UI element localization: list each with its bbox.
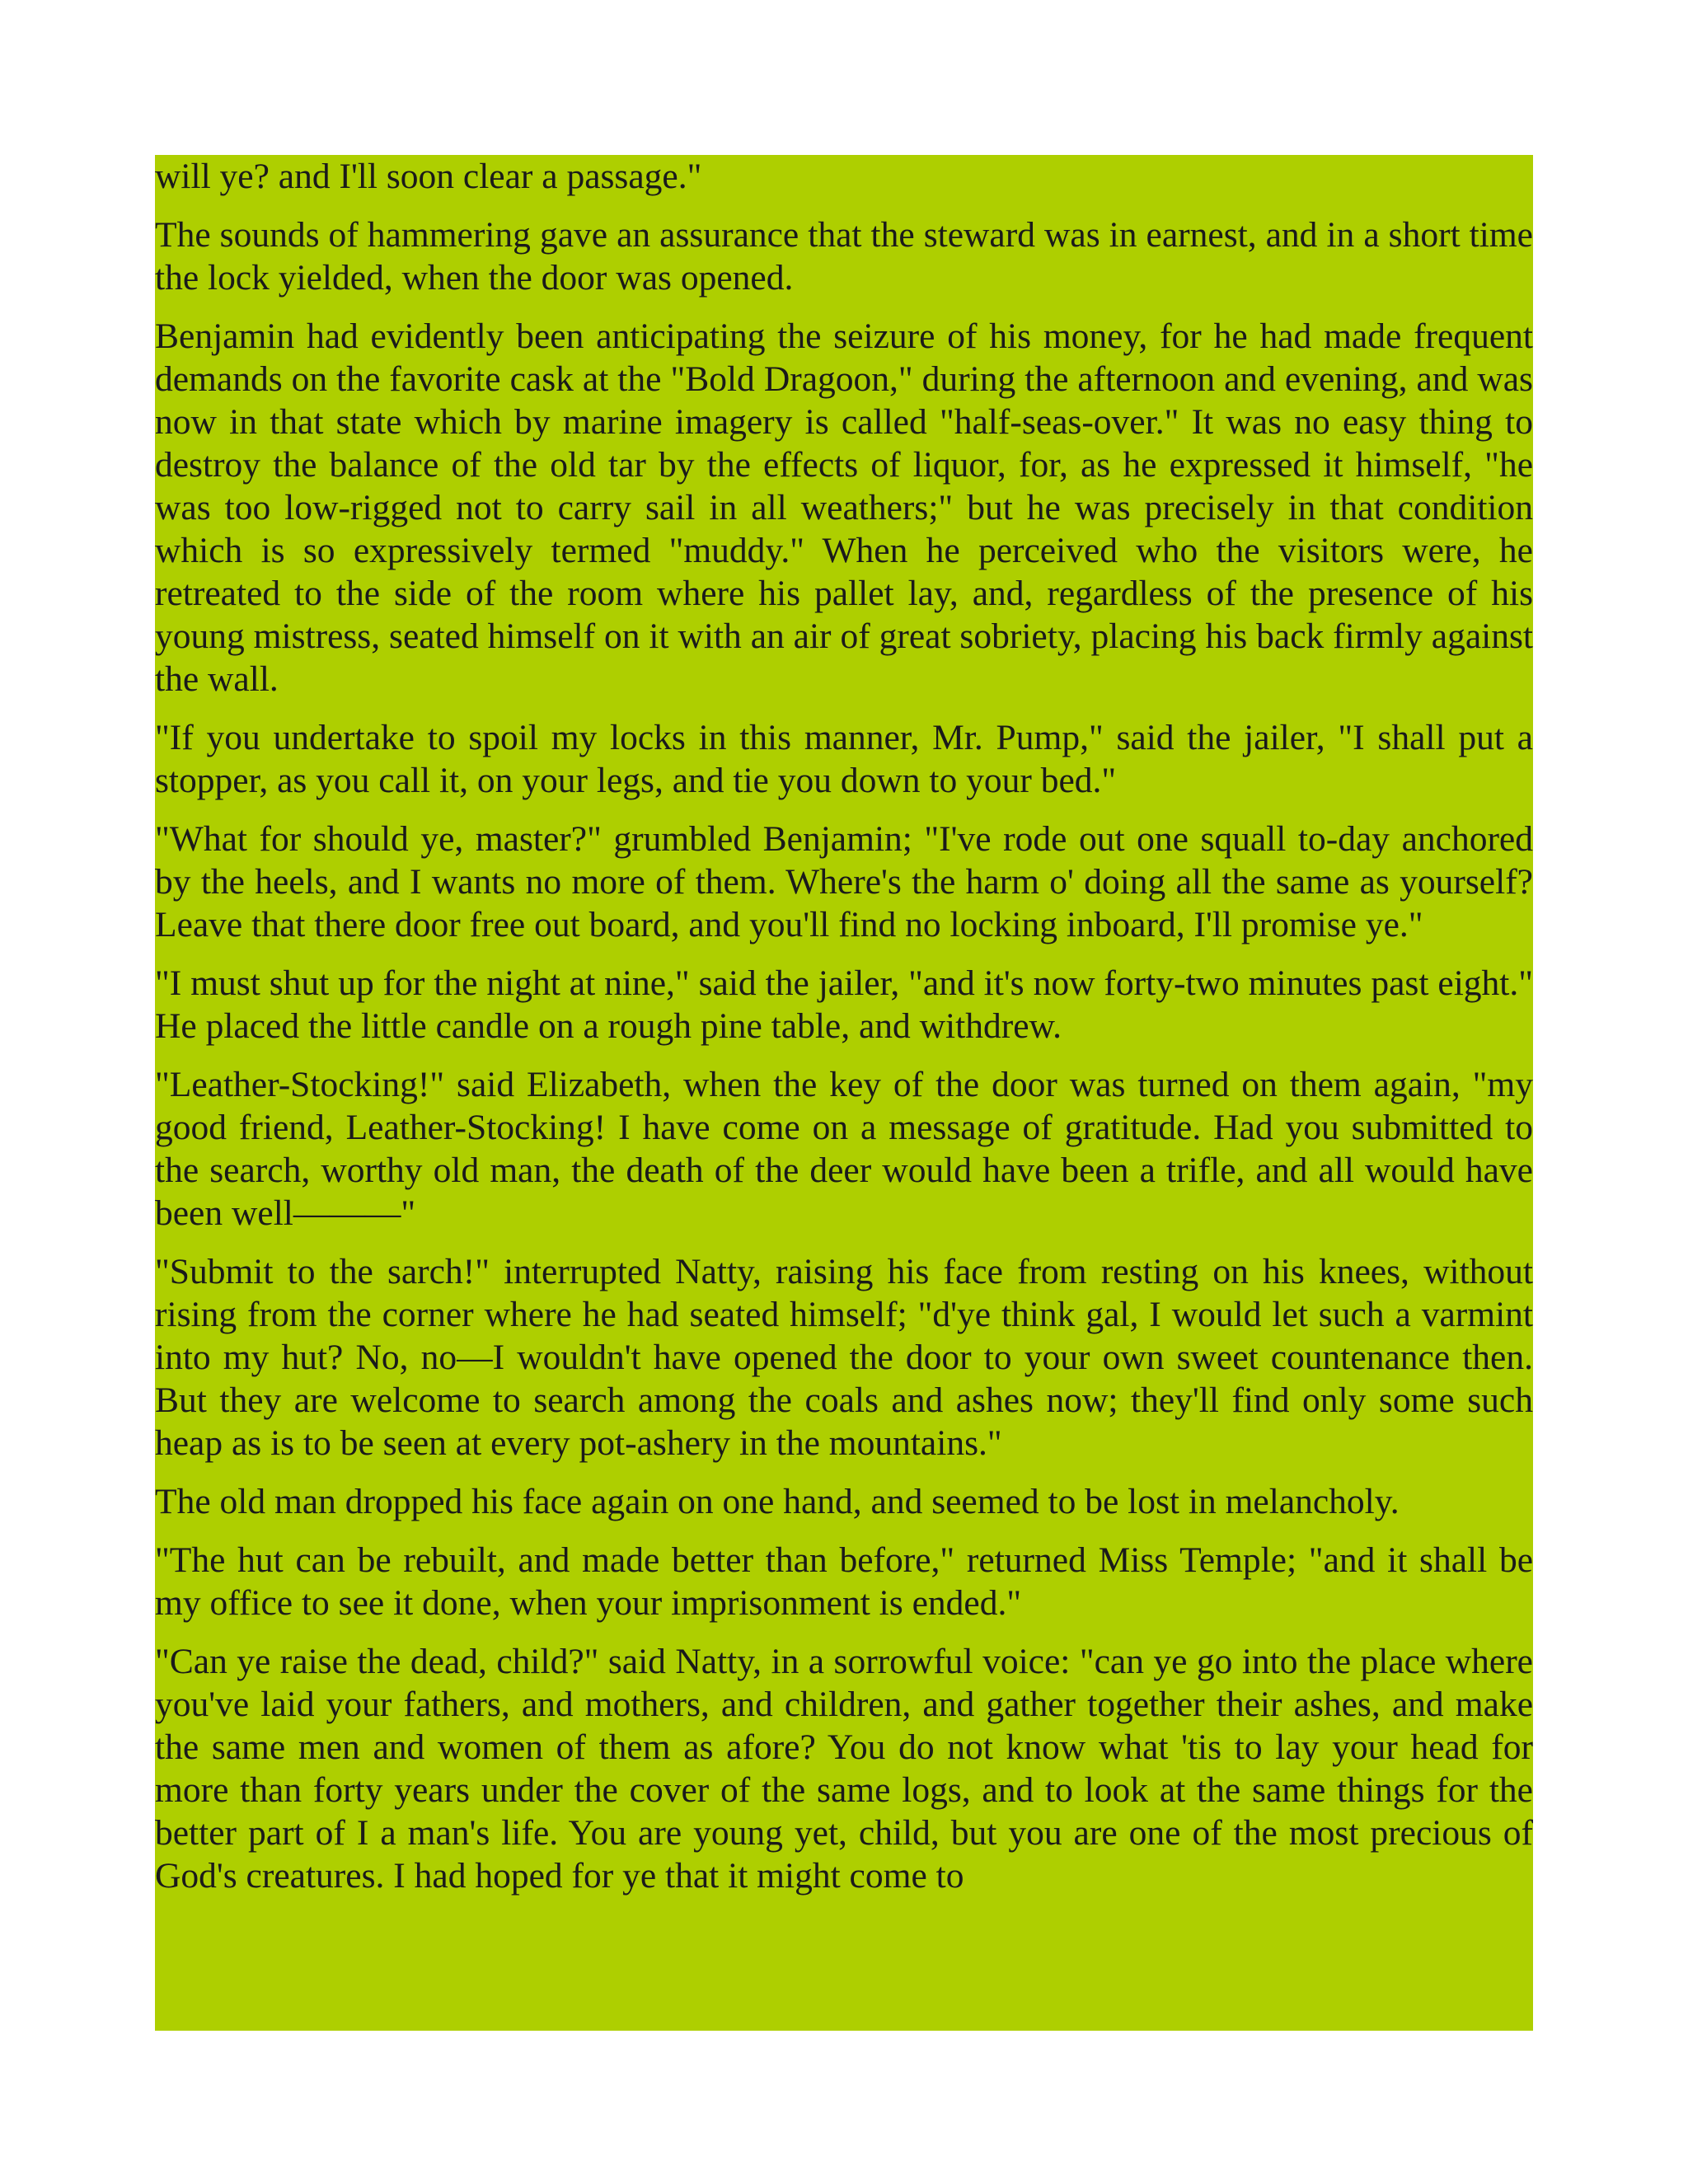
paragraph: "The hut can be rebuilt, and made better than before," returned Miss Temple; "and it shall be my office to see it done, when your imprisonment is ended." — [155, 1540, 1533, 1623]
paragraph: "I must shut up for the night at nine," said the jailer, "and it's now forty-two minutes past eight." He placed the little candle on a rough pine table, and withdrew. — [155, 963, 1533, 1046]
paragraph: "Submit to the sarch!" interrupted Natty, raising his face from resting on his knees, without rising from the corner where he had seated himself; "d'ye think gal, I would let such a varmint into my hut? No, no—I wouldn't have opened the door to your own sweet countenance then. But they are welcome to search among the coals and ashes now; they'll find only some such heap as is to be seen at every pot-ashery in the mountains." — [155, 1252, 1533, 1463]
paragraph: "Leather-Stocking!" said Elizabeth, when the key of the door was turned on them again, "my good friend, Leather-Stocking! I have come on a message of gratitude. Had you submitted to the search, worthy old man, the death of the deer would have been a trifle, and all would have been well———" — [155, 1065, 1533, 1233]
paragraph: "What for should ye, master?" grumbled Benjamin; "I've rode out one squall to-day anchored by the heels, and I wants no more of them. Where's the harm o' doing all the same as yourself? Leave that there door free out board, and you'll find no locking inboard, I'll promise ye." — [155, 819, 1533, 944]
paragraph: Benjamin had evidently been anticipating the seizure of his money, for he had made frequent demands on the favorite cask at the "Bold Dragoon," during the afternoon and evening, and was now in that state which by marine imagery is called "half-seas-over." It was no easy thing to destroy the balance of the old tar by the effects of liquor, for, as he expressed it himself, "he was too low-rigged not to carry sail in all weathers;" but he was precisely in that condition which is so expressively termed "muddy." When he perceived who the visitors were, he retreated to the side of the room where his pallet lay, and, regardless of the presence of his young mistress, seated himself on it with an air of great sobriety, placing his back firmly against the wall. — [155, 316, 1533, 699]
paragraph: The sounds of hammering gave an assurance that the steward was in earnest, and in a short time the lock yielded, when the door was opened. — [155, 215, 1533, 298]
paragraph: "Can ye raise the dead, child?" said Natty, in a sorrowful voice: "can ye go into the place where you've laid your fathers, and mothers, and children, and gather together their ashes, and make the same men and women of them as afore? You do not know what 'tis to lay your head for more than forty years under the cover of the same logs, and to look at the same things for the better part of I a man's life. You are young yet, child, but you are one of the most precious of God's creatures. I had hoped for ye that it might come to — [155, 1642, 1533, 1896]
paragraph: The old man dropped his face again on one hand, and seemed to be lost in melancholy. — [155, 1482, 1400, 1521]
text-block — [155, 155, 1533, 2031]
paragraph: "If you undertake to spoil my locks in this manner, Mr. Pump," said the jailer, "I shall put a stopper, as you call it, on your legs, and tie you down to your bed." — [155, 718, 1533, 800]
paragraph: will ye? and I'll soon clear a passage." — [155, 157, 702, 196]
